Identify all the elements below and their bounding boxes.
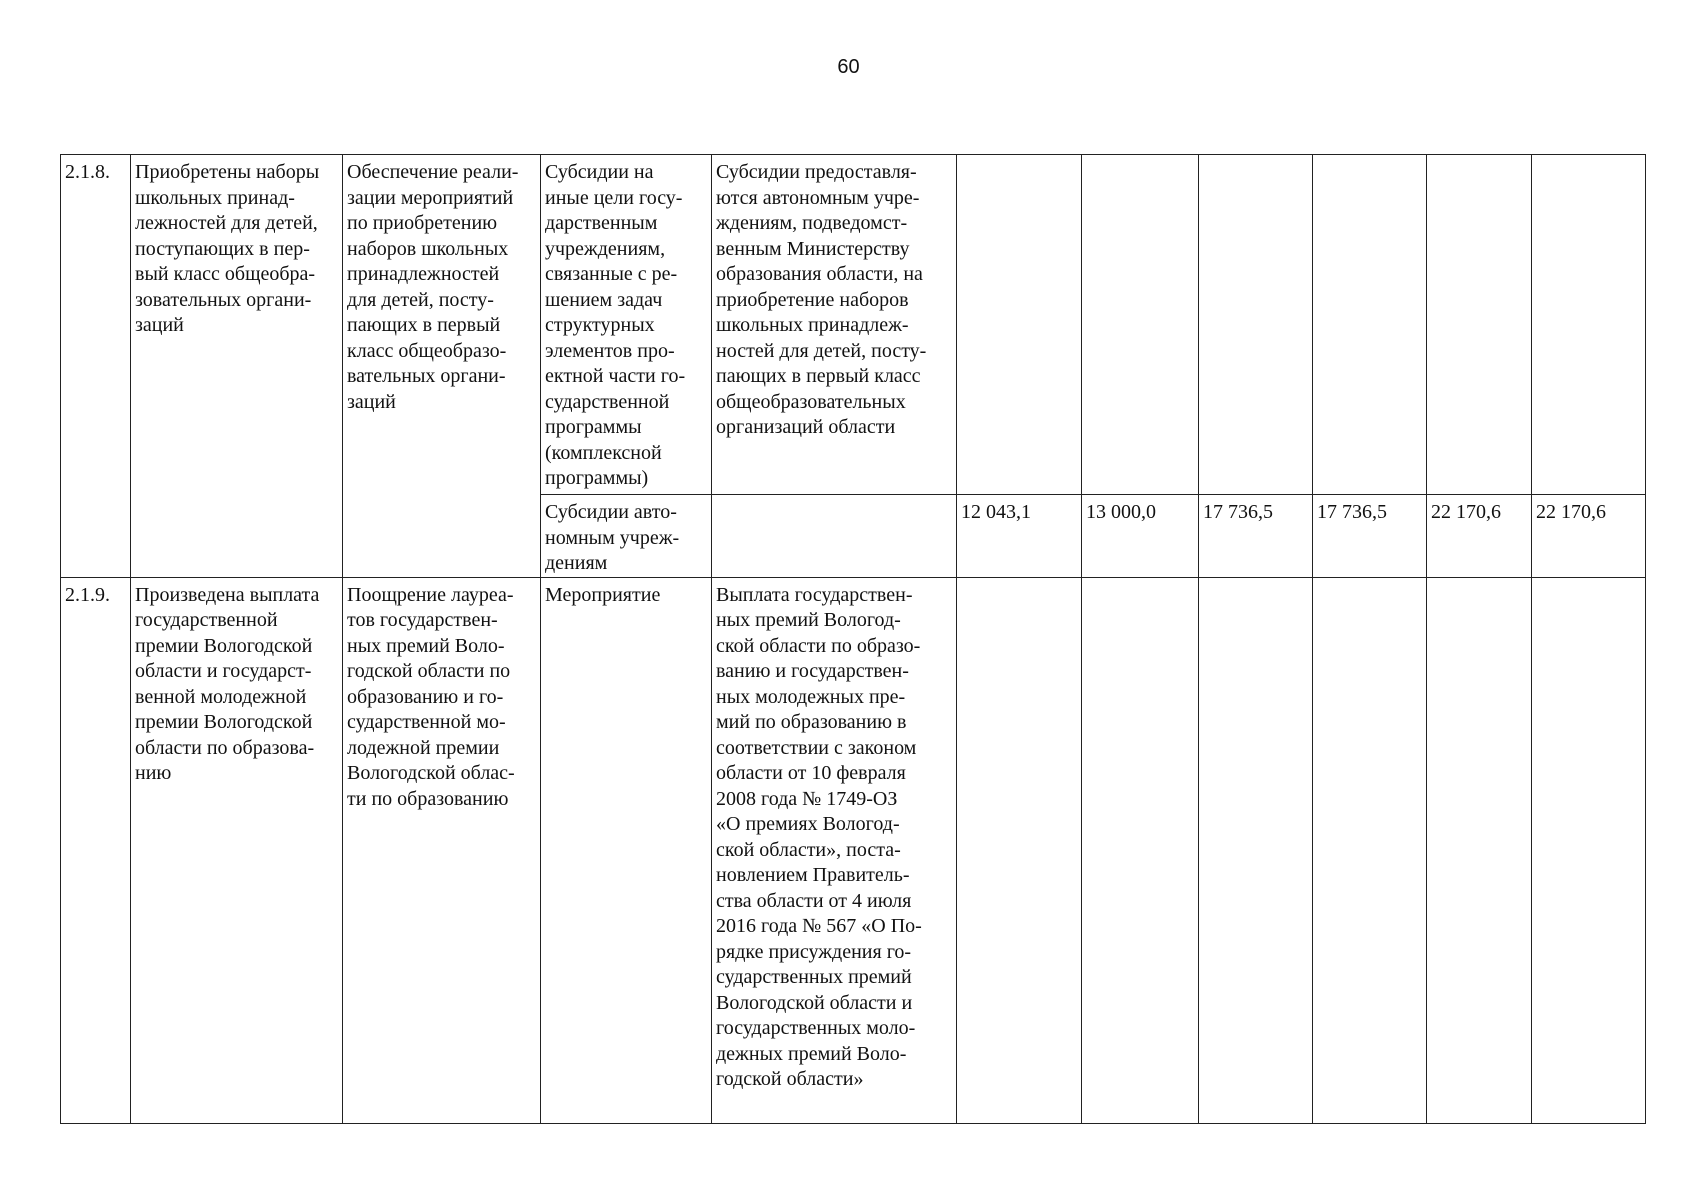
item-number: 2.1.9.	[61, 577, 131, 1123]
value-cell: 17 736,5	[1313, 495, 1427, 578]
funding-type: Мероприятие	[541, 577, 712, 1123]
page-number: 60	[837, 56, 860, 78]
item-result: Произведена выплата государственной премии Вологодской области и государст- венной молодежной премии Вологодской области по образова- нию	[131, 577, 343, 1123]
value-cell	[1532, 577, 1646, 1123]
value-cell	[957, 577, 1082, 1123]
value-cell	[1199, 155, 1313, 495]
table-row	[61, 155, 1646, 495]
value-cell: 22 170,6	[1532, 495, 1646, 578]
value-cell: 12 043,1	[957, 495, 1082, 578]
funding-type: Субсидии на иные цели госу- дарственным учреждениям, связанные с ре- шением задач структурных элементов про- ектной части го- сударственной программы (комплексной программы)	[541, 155, 712, 495]
value-cell	[1313, 577, 1427, 1123]
table-row	[61, 577, 1646, 1123]
program-table	[60, 154, 1646, 1124]
value-cell: 22 170,6	[1427, 495, 1532, 578]
item-number: 2.1.8.	[61, 155, 131, 578]
value-cell	[1427, 577, 1532, 1123]
item-name: Поощрение лауреа- тов государствен- ных премий Воло- годской области по образованию и го- сударственной мо- лодежной премии Вологодской облас- ти по образованию	[343, 577, 541, 1123]
funding-description	[712, 495, 957, 578]
value-cell	[1082, 155, 1199, 495]
value-cell	[1427, 155, 1532, 495]
value-cell: 17 736,5	[1199, 495, 1313, 578]
item-result: Приобретены наборы школьных принад- лежностей для детей, поступающих в пер- вый класс общеобра- зовательных органи- заций	[131, 155, 343, 578]
value-cell	[1532, 155, 1646, 495]
item-name: Обеспечение реали- зации мероприятий по приобретению наборов школьных принадлежностей для детей, посту- пающих в первый класс общеобразо- вательных органи- заций	[343, 155, 541, 578]
value-cell	[1199, 577, 1313, 1123]
value-cell	[1082, 577, 1199, 1123]
value-cell	[957, 155, 1082, 495]
funding-description: Субсидии предоставля- ются автономным учре- ждениям, подведомст- венным Министерству образования области, на приобретение наборов школьных принадлеж- ностей для детей, посту- пающих в первый класс общеобразовательных организаций области	[712, 155, 957, 495]
value-cell	[1313, 155, 1427, 495]
funding-description: Выплата государствен- ных премий Вологод- ской области по образо- ванию и государствен- ных молодежных пре- мий по образованию в соответствии с законом области от 10 февраля 2008 года № 1749-ОЗ «О премиях Вологод- ской области», поста- новлением Правитель- ства области от 4 июля 2016 года № 567 «О По- рядке присуждения го- сударственных премий Вологодской области и государственных моло- дежных премий Воло- годской области»	[712, 577, 957, 1123]
funding-type: Субсидии авто- номным учреж- дениям	[541, 495, 712, 578]
value-cell: 13 000,0	[1082, 495, 1199, 578]
